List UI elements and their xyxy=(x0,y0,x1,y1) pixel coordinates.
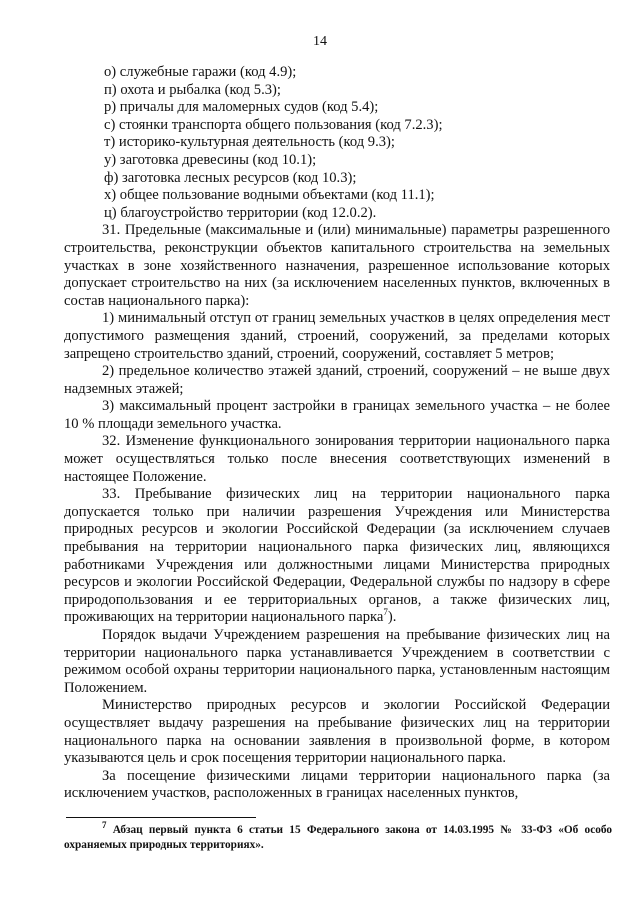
paragraph-33-tail: ). xyxy=(387,609,397,626)
footnote xyxy=(64,820,612,852)
list-item: о) служебные гаражи (код 4.9); xyxy=(104,64,297,80)
footnote-mark: 7 xyxy=(102,820,107,831)
paragraph-31-item-3: 3) максимальный процент застройки в границах земельного участка – не более 10 % площади земельного участка. xyxy=(64,398,610,432)
list-item: р) причалы для маломерных судов (код 5.4); xyxy=(104,99,379,116)
footnote-divider xyxy=(66,817,256,818)
list-item: ц) благоустройство территории (код 12.0.2). xyxy=(104,204,377,221)
paragraph-31-item-2: 2) предельное количество этажей зданий, строений, сооружений – не выше двух надземных этажей; xyxy=(64,363,610,397)
paragraph-31: 31. Предельные (максимальные и (или) минимальные) параметры разрешенного строительства, реконструкции объектов капитального строительства на земельных участках в зоне хозяйственного назначения, разрешенное использование которых допускает строительство на них (за исключением населенных пунктов, включенных в состав национального парка): xyxy=(64,222,610,309)
paragraph-permit-procedure: Порядок выдачи Учреждением разрешения на пребывание физических лиц на территории национального парка устанавливается Учреждением в соответствии с режимом особой охраны территории национального парка, установленным настоящим Положением. xyxy=(64,627,610,696)
list-item: п) охота и рыбалка (код 5.3); xyxy=(104,81,281,98)
footnote-text: Абзац первый пункта 6 статьи 15 Федерального закона от 14.03.1995 № 33-ФЗ «Об особо охраняемых природных территориях». xyxy=(64,824,612,851)
paragraph-ministry-permit: Министерство природных ресурсов и экологии Российской Федерации осуществляет выдачу разрешения на пребывание физических лиц на территории национального парка на основании заявления в произвольной форме, в котором указываются цель и срок посещения территории национального парка. xyxy=(64,697,610,767)
page-number: 14 xyxy=(313,34,327,49)
footnote-reference[interactable]: 7 xyxy=(383,607,388,618)
paragraph-visit-fee: За посещение физическими лицами территории национального парка (за исключением участков, расположенных в границах населенных пунктов, xyxy=(64,767,610,802)
list-item: ф) заготовка лесных ресурсов (код 10.3); xyxy=(104,169,357,186)
list-item: у) заготовка древесины (код 10.1); xyxy=(104,151,317,168)
list-item: т) историко-культурная деятельность (код 9.3); xyxy=(104,134,395,151)
paragraph-33 xyxy=(64,486,610,627)
document-body xyxy=(64,64,610,803)
paragraph-32: 32. Изменение функционального зонирования территории национального парка может осуществляться только после внесения соответствующих изменений в настоящее Положение. xyxy=(64,433,610,485)
paragraph-31-item-1: 1) минимальный отступ от границ земельных участков в целях определения мест допустимого размещения зданий, строений, сооружений, за пределами которых запрещено строительство зданий, строений, сооружений, составляет 5 метров; xyxy=(64,310,610,362)
list-item: х) общее пользование водными объектами (код 11.1); xyxy=(104,187,435,204)
list-item: с) стоянки транспорта общего пользования (код 7.2.3); xyxy=(104,116,443,133)
paragraph-33-text: 33. Пребывание физических лиц на территории национального парка допускается только при наличии разрешения Учреждения или Министерства природных ресурсов и экологии Российской Федерации (за исключением случаев пребывания на территории национального парка физических лиц, являющихся работниками Учреждения или должностными лицами Министерства природных ресурсов и экологии Российской Федерации, Федеральной службы по надзору в сфере природопользования и ее территориальных органов, а также физических лиц, проживающих на территории национального парка xyxy=(64,486,610,626)
